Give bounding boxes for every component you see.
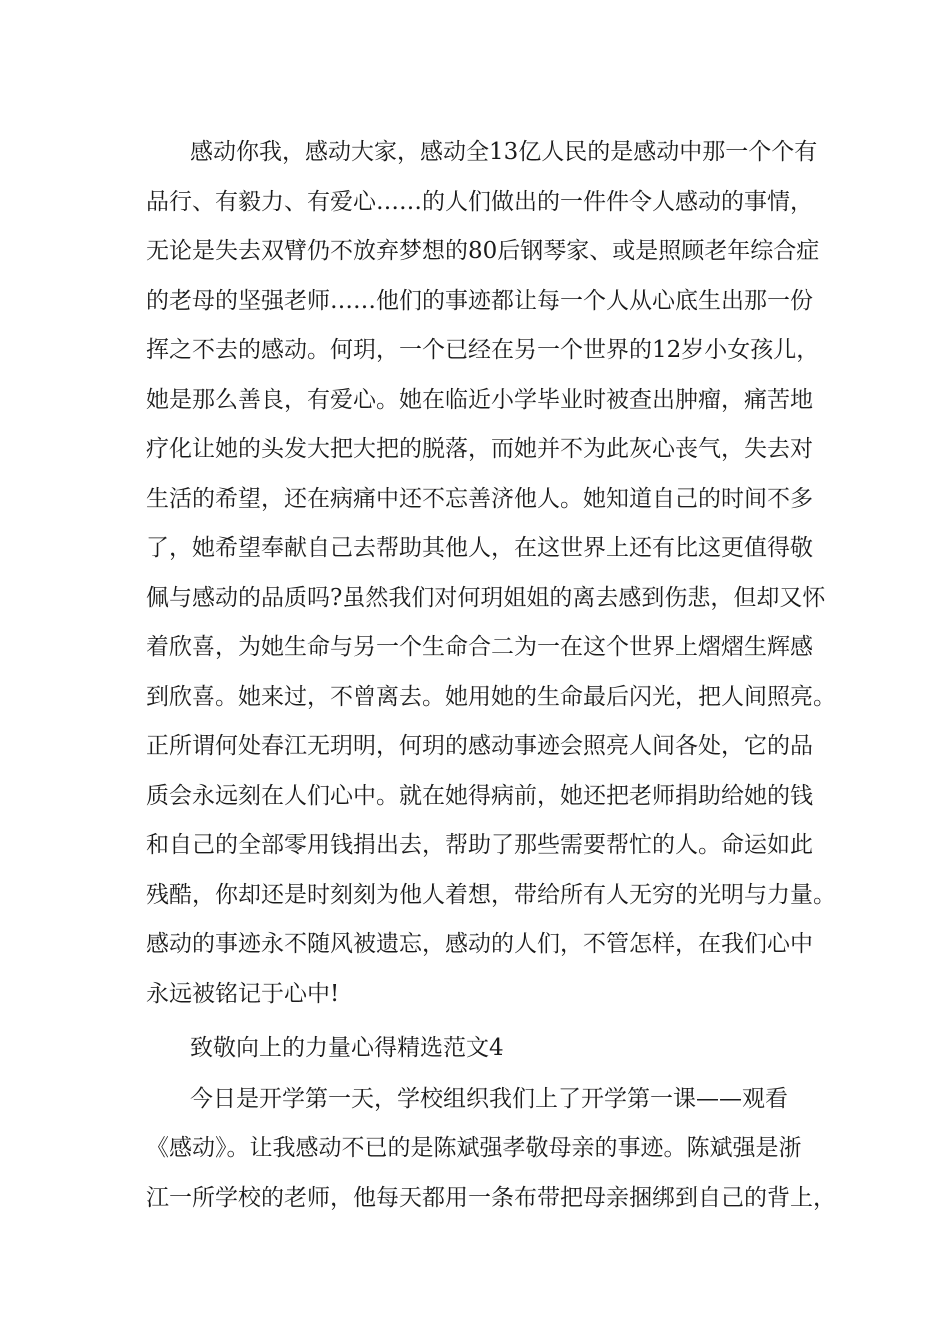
text-line: 《感动》。让我感动不已的是陈斌强孝敬母亲的事迹。陈斌强是浙 <box>146 1135 802 1161</box>
text-line: 品行、有毅力、有爱心……的人们做出的一件件令人感动的事情， <box>146 189 813 215</box>
text-line: 质会永远刻在人们心中。就在她得病前，她还把老师捐助给她的钱 <box>146 783 813 809</box>
section-heading: 致敬向上的力量心得精选范文4 <box>190 1035 504 1061</box>
text-line: 疗化让她的头发大把大把的脱落，而她并不为此灰心丧气，失去对 <box>146 436 813 462</box>
text-line: 她是那么善良，有爱心。她在临近小学毕业时被查出肿瘤，痛苦地 <box>146 387 813 413</box>
text-line: 无论是失去双臂仍不放弃梦想的80后钢琴家、或是照顾老年综合症 <box>146 238 820 264</box>
text-line: 生活的希望，还在病痛中还不忘善济他人。她知道自己的时间不多 <box>146 486 813 512</box>
text-line: 挥之不去的感动。何玥，一个已经在另一个世界的12岁小女孩儿， <box>146 337 820 363</box>
text-line: 和自己的全部零用钱捐出去，帮助了那些需要帮忙的人。命运如此 <box>146 832 813 858</box>
text-line: 感动你我，感动大家，感动全13亿人民的是感动中那一个个有 <box>190 139 818 165</box>
text-line: 着欣喜，为她生命与另一个生命合二为一在这个世界上熠熠生辉感 <box>146 634 813 660</box>
text-line: 残酷，你却还是时刻刻为他人着想，带给所有人无穷的光明与力量。 <box>146 882 836 908</box>
text-line: 今日是开学第一天，学校组织我们上了开学第一课——观看 <box>190 1086 788 1112</box>
text-line: 感动的事迹永不随风被遗忘，感动的人们，不管怎样，在我们心中 <box>146 931 813 957</box>
text-line: 了，她希望奉献自己去帮助其他人，在这世界上还有比这更值得敬 <box>146 535 813 561</box>
text-line: 的老母的坚强老师……他们的事迹都让每一个人从心底生出那一份 <box>146 288 813 314</box>
text-line: 到欣喜。她来过，不曾离去。她用她的生命最后闪光，把人间照亮。 <box>146 684 836 710</box>
text-line: 佩与感动的品质吗?虽然我们对何玥姐姐的离去感到伤悲，但却又怀 <box>146 585 826 611</box>
text-line: 永远被铭记于心中! <box>146 981 340 1007</box>
text-line: 正所谓何处春江无玥明，何玥的感动事迹会照亮人间各处，它的品 <box>146 733 813 759</box>
text-line: 江一所学校的老师，他每天都用一条布带把母亲捆绑到自己的背上， <box>146 1185 836 1211</box>
